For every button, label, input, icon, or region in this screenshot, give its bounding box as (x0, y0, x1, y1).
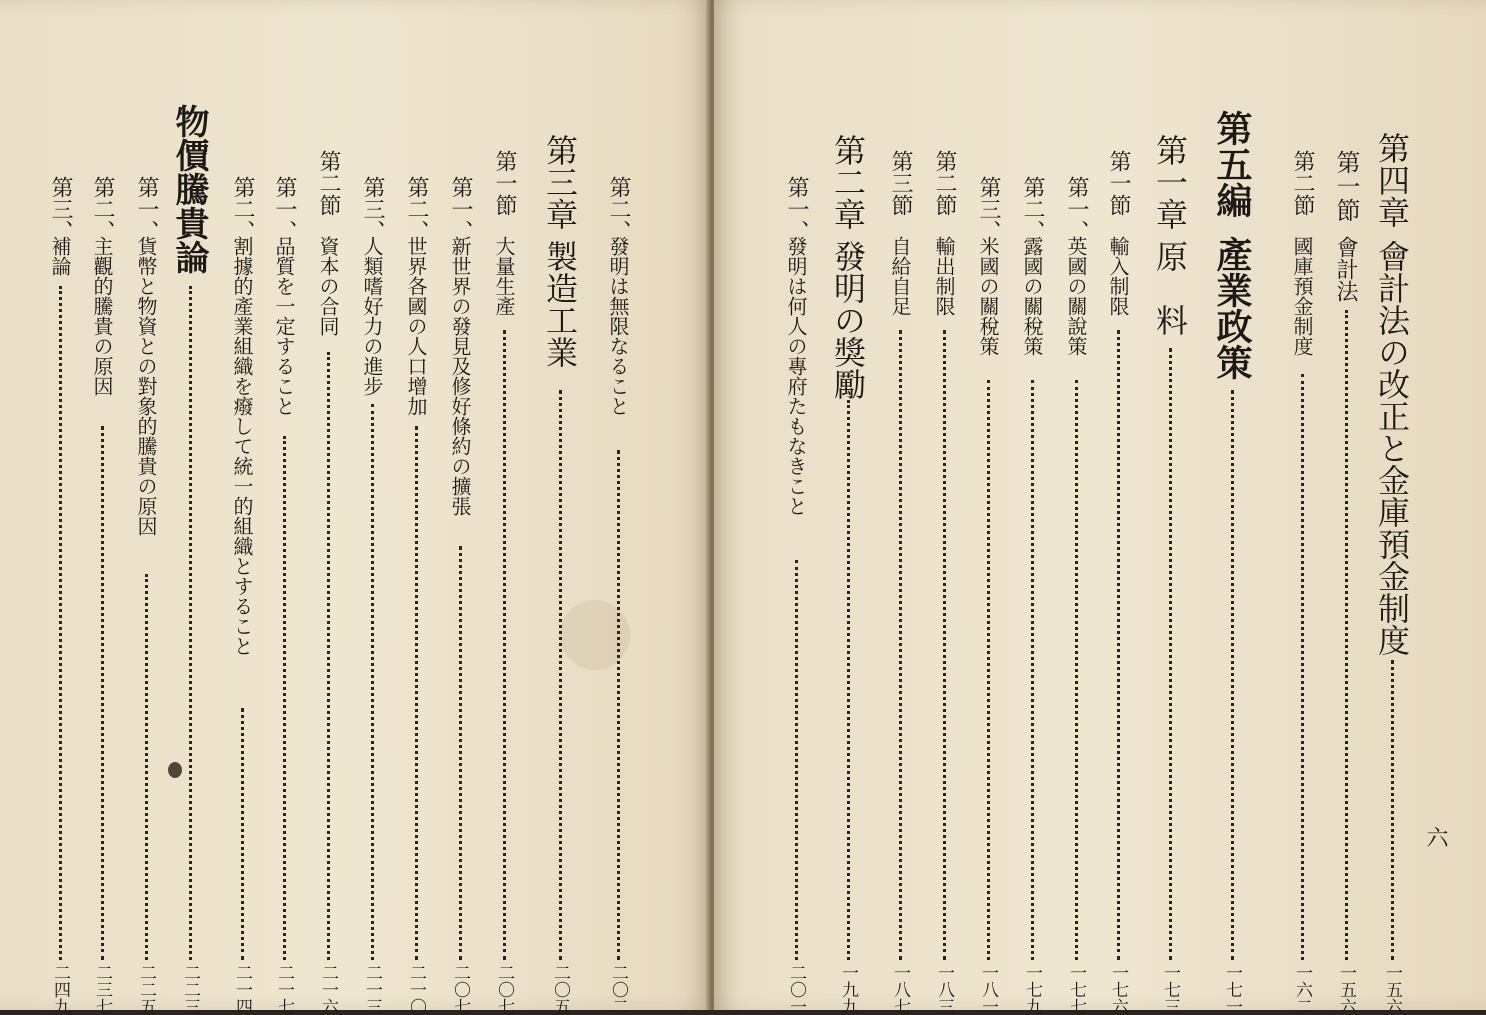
toc-label: 第一、 (1064, 176, 1089, 242)
toc-title: 發明は無限なること (606, 236, 630, 416)
toc-title: 品質を一定すること (272, 236, 296, 416)
toc-entry (126, 0, 166, 1015)
toc-entry (1211, 0, 1253, 1015)
toc-page: 一七六 (1108, 964, 1128, 1015)
toc-page: 一八七 (890, 964, 910, 1015)
toc-page: 一七七 (1066, 964, 1086, 1015)
toc-page: 二一六 (318, 964, 338, 1015)
dot-leader (241, 708, 244, 960)
dot-leader (1075, 380, 1078, 960)
toc-label: 第二節 (316, 150, 341, 216)
toc-label: 第四章 (1373, 132, 1411, 228)
dot-leader (1169, 348, 1172, 960)
toc-title: 自給自足 (888, 236, 912, 316)
toc-page: 一七九 (1022, 964, 1042, 1015)
toc-label: 第三章 (541, 134, 579, 230)
toc-label: 第三、 (360, 176, 385, 242)
toc-entry (828, 0, 868, 1015)
dot-leader (1391, 660, 1394, 960)
toc-page: 一五六 (1336, 964, 1356, 1015)
toc-label: 第一、 (272, 176, 297, 242)
toc-label: 第二節 (932, 150, 957, 216)
toc-label: 第三節 (888, 150, 913, 216)
toc-title: 新世界の發見及修好條約の擴張 (448, 236, 472, 516)
toc-entry (924, 0, 964, 1015)
toc-title: 米國の關稅策 (976, 236, 1000, 356)
dot-leader (371, 404, 374, 960)
toc-label: 第二、 (606, 176, 631, 242)
toc-entry (1056, 0, 1096, 1015)
dot-leader (1301, 374, 1304, 960)
dot-leader (617, 450, 620, 960)
toc-entry (1326, 0, 1366, 1015)
toc-title: 物價騰貴論 (169, 104, 209, 274)
toc-entry (352, 0, 392, 1015)
toc-page: 二〇七 (450, 964, 470, 1015)
toc-page: 二二五 (136, 964, 156, 1015)
dot-leader (1231, 390, 1234, 960)
toc-label: 第一節 (1106, 150, 1131, 216)
toc-title: 補論 (48, 236, 72, 276)
toc-title: 產業政策 (1211, 236, 1253, 380)
toc-page: 一七三 (1160, 964, 1180, 1015)
toc-page: 二〇一 (786, 964, 806, 1015)
toc-page: 二〇二 (608, 964, 628, 1015)
toc-page: 二一〇 (406, 964, 426, 1015)
toc-title: 原 料 (1151, 240, 1189, 336)
toc-entry (880, 0, 920, 1015)
toc-page: 一八三 (934, 964, 954, 1015)
toc-page: 二〇五 (550, 964, 570, 1015)
toc-entry (222, 0, 262, 1015)
dot-leader (559, 390, 562, 960)
toc-entry (169, 0, 210, 1015)
toc-title: 輸出制限 (932, 236, 956, 316)
dot-leader (1117, 330, 1120, 960)
toc-title: 製造工業 (541, 240, 579, 368)
toc-title: 資本の合同 (316, 236, 340, 336)
toc-title: 露國の關稅策 (1020, 236, 1044, 356)
dot-leader (899, 330, 902, 960)
toc-entry (1150, 0, 1190, 1015)
dot-leader (1031, 380, 1034, 960)
toc-page: 二四九 (50, 964, 70, 1015)
dot-leader (459, 546, 462, 960)
page-number: 六 (1423, 826, 1448, 848)
toc-label: 第一、 (448, 176, 473, 242)
toc-title: 發明は何人の專府たもなきこと (784, 236, 808, 516)
toc-entry (264, 0, 304, 1015)
toc-title: 割據的產業組織を癈して統一的組織とすること (230, 236, 254, 656)
dot-leader (283, 436, 286, 960)
dot-leader (59, 286, 62, 960)
toc-page: 一八一 (978, 964, 998, 1015)
toc-entry (968, 0, 1008, 1015)
dot-leader (503, 330, 506, 960)
toc-title: 會計法の改正と金庫預金制度 (1373, 240, 1411, 656)
toc-page: 一七一 (1222, 964, 1242, 1015)
toc-label: 第三、 (48, 176, 73, 242)
toc-entry (1098, 0, 1138, 1015)
toc-label: 第二、 (1020, 176, 1045, 242)
dot-leader (987, 380, 990, 960)
toc-label: 第二節 (1290, 150, 1315, 216)
toc-page: 一九九 (838, 964, 858, 1015)
toc-page: 二一三 (362, 964, 382, 1015)
toc-title: 貨幣と物資との對象的騰貴の原因 (134, 236, 158, 536)
toc-title: 英國の關說策 (1064, 236, 1088, 356)
toc-entry (440, 0, 480, 1015)
toc-label: 第二、 (404, 176, 429, 242)
toc-page: 二三七 (92, 964, 112, 1015)
toc-entry (396, 0, 436, 1015)
toc-entry (1012, 0, 1052, 1015)
toc-label: 第三、 (976, 176, 1001, 242)
toc-page: 二一四 (232, 964, 252, 1015)
dot-leader (1345, 310, 1348, 960)
dot-leader (943, 330, 946, 960)
toc-entry (540, 0, 580, 1015)
toc-title: 會計法 (1333, 236, 1358, 302)
toc-title: 大量生產 (492, 236, 516, 316)
toc-label: 第一章 (1151, 134, 1189, 230)
toc-entry (598, 0, 638, 1015)
toc-label: 第一、 (134, 176, 159, 242)
toc-title: 輸入制限 (1106, 236, 1130, 316)
dot-leader (327, 352, 330, 960)
toc-page: 二二三 (180, 964, 200, 1015)
dot-leader (189, 286, 192, 960)
toc-entry (1282, 0, 1322, 1015)
toc-label: 第五編 (1211, 110, 1253, 218)
toc-entry (776, 0, 816, 1015)
toc-label: 第一節 (492, 150, 517, 216)
toc-page: 二一七 (274, 964, 294, 1015)
toc-title: 國庫預金制度 (1290, 236, 1314, 356)
toc-label: 第二章 (829, 134, 867, 230)
toc-label: 第二、 (90, 176, 115, 242)
toc-entry (1372, 0, 1412, 1015)
toc-page: 一六二 (1292, 964, 1312, 1015)
toc-title: 世界各國の人口增加 (404, 236, 428, 416)
toc-page: 二〇七 (494, 964, 514, 1015)
dot-leader (795, 560, 798, 960)
toc-label: 第一、 (784, 176, 809, 242)
toc-label: 第一節 (1332, 150, 1360, 222)
toc-entry (484, 0, 524, 1015)
toc-title: 主觀的騰貴の原因 (90, 236, 114, 396)
dot-leader (101, 426, 104, 960)
toc-entry (308, 0, 348, 1015)
toc-page: 一五六 (1382, 964, 1402, 1015)
toc-label: 第二、 (230, 176, 255, 242)
dot-leader (415, 426, 418, 960)
dot-leader (847, 400, 850, 960)
toc-entry (82, 0, 122, 1015)
dot-leader (145, 574, 148, 960)
toc-entry (40, 0, 80, 1015)
toc-title: 人類嗜好力の進步 (360, 236, 384, 396)
toc-title: 發明の獎勵 (829, 240, 867, 400)
